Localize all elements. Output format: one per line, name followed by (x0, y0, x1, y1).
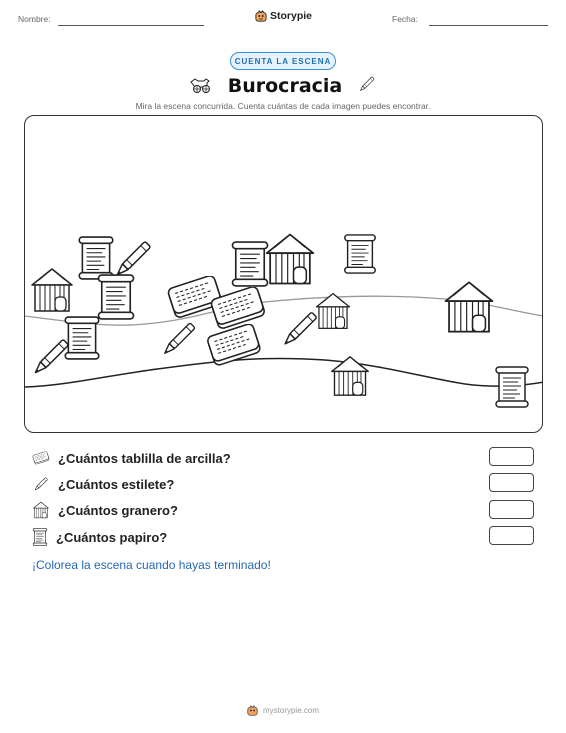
hill-line-front (25, 358, 543, 387)
granary-5 (332, 357, 369, 395)
answer-box-stylus[interactable] (489, 473, 534, 492)
granary-3 (316, 294, 349, 329)
papyrus-6 (496, 367, 528, 407)
papyrus-4 (232, 242, 267, 286)
question-text: ¿Cuántos estilete? (58, 476, 175, 492)
stylus-1 (115, 241, 151, 277)
brand-name: Storypie (270, 10, 313, 22)
chariot-icon (189, 76, 213, 94)
papyrus-2 (98, 275, 133, 319)
answer-box-clay-tablet[interactable] (489, 447, 534, 466)
papyrus-5 (345, 235, 375, 273)
granary-1 (32, 269, 72, 311)
coloring-instruction: ¡Colorea la escena cuando hayas terminado! (32, 558, 271, 572)
question-granary (32, 500, 178, 520)
title-text: Burocracia (227, 75, 343, 97)
granary-2 (267, 235, 314, 284)
papyrus-3 (65, 317, 99, 359)
scene-drawing (25, 116, 543, 433)
storypie-logo-icon (255, 10, 267, 22)
clay-tablet-icon (32, 450, 50, 466)
busy-scene (24, 115, 543, 433)
stylus-2 (33, 339, 69, 375)
footer-url[interactable]: mystorypie.com (262, 706, 319, 715)
papyrus-icon (32, 528, 48, 546)
stylus-3 (162, 323, 195, 356)
name-field[interactable] (58, 25, 204, 26)
question-text: ¿Cuántos tablilla de arcilla? (58, 450, 231, 466)
name-label: Nombre: (18, 14, 51, 24)
question-stylus (32, 474, 174, 494)
date-field[interactable] (429, 25, 548, 26)
brand-logo (255, 10, 312, 22)
question-papyrus (32, 527, 167, 547)
stylus-icon (32, 475, 50, 493)
page-title (0, 73, 566, 97)
answer-box-papyrus[interactable] (489, 526, 534, 545)
granary-4 (446, 282, 493, 331)
date-label: Fecha: (392, 14, 418, 24)
question-text: ¿Cuántos papiro? (56, 529, 168, 545)
papyrus-1 (79, 237, 113, 279)
question-text: ¿Cuántos granero? (58, 502, 178, 518)
answer-box-granary[interactable] (489, 500, 534, 519)
stylus-4 (282, 312, 317, 347)
activity-tag: CUENTA LA ESCENA (230, 52, 336, 70)
stylus-title-icon (357, 73, 377, 95)
storypie-footer-icon (247, 705, 258, 716)
footer (0, 705, 566, 716)
question-clay-tablet (32, 448, 231, 468)
instructions: Mira la escena concurrida. Cuenta cuántas de cada imagen puedes encontrar. (135, 101, 431, 111)
granary-icon (32, 501, 50, 519)
